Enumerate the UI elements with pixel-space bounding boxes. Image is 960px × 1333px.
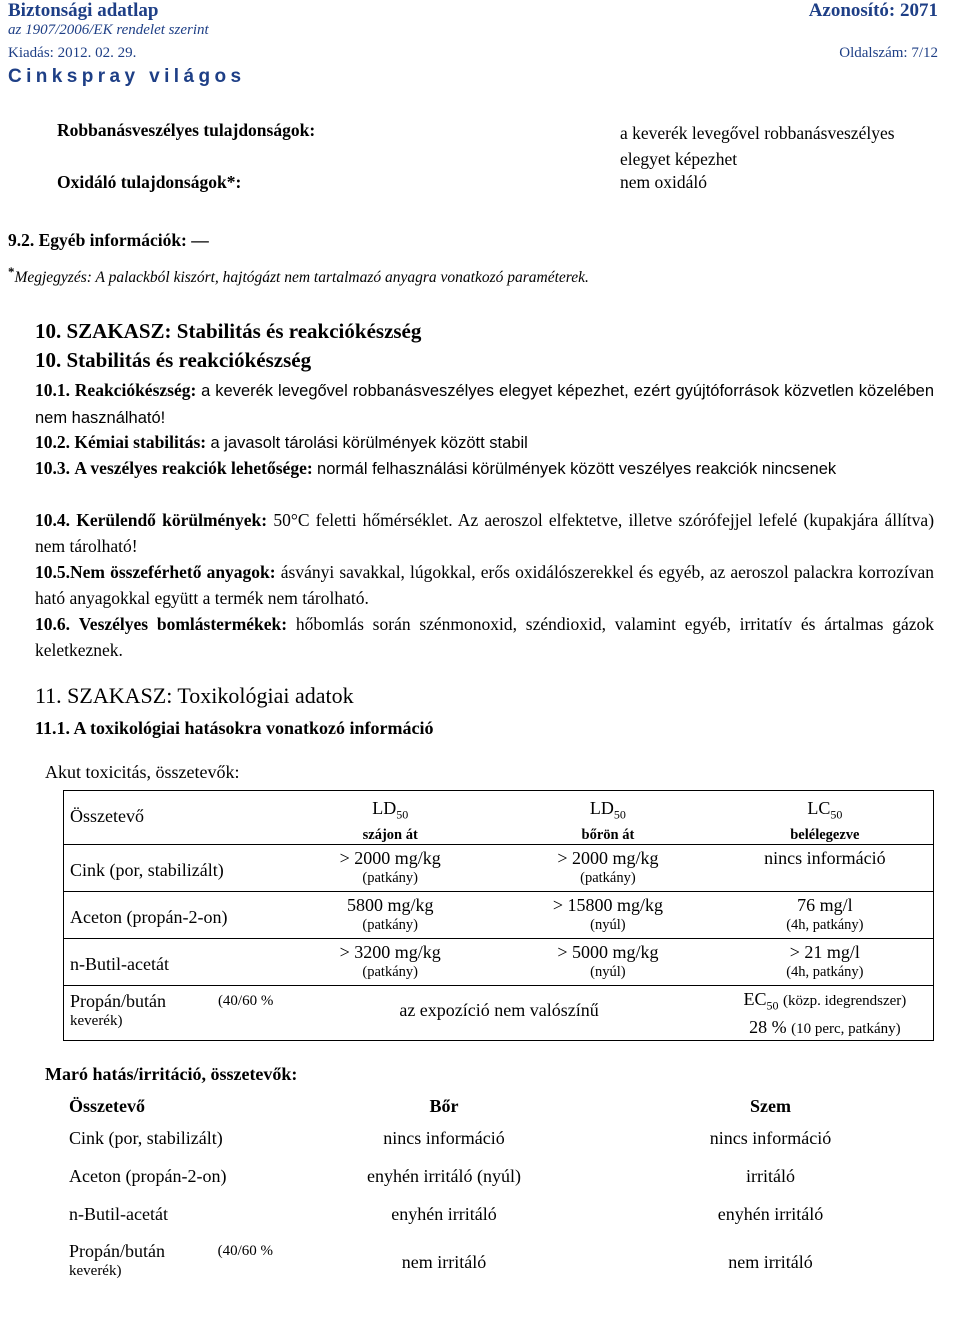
item-title: Reakciókészség: [74,380,197,400]
explosive-value-line-2: elegyet képezhet [620,149,738,169]
table-row: Cink (por, stabilizált) nincs információ nincs információ [63,1124,934,1162]
acute-table-caption: Akut toxicitás, összetevők: [45,762,240,782]
header-ld50-oral: $LD_{50}$ szájon át [281,791,499,845]
note-text: Megjegyzés: A palackból kiszórt, hajtógázt nem tartalmazó anyagra vonatkozó paraméterek. [14,269,589,287]
item-text: ásványi savakkal, lúgokkal, erős oxidálószerekkel és egyéb, az aeroszol palackra korrozívan ható anyagokkal együtt a termék nem tárolható. [35,562,934,608]
item-number: 10.4. [35,510,70,530]
issue-date: Kiadás: 2012. 02. 29. [8,45,137,61]
component-name: n-Butil-acetát [70,953,169,974]
item-10-5 [35,559,934,611]
item-10-6 [35,611,934,663]
table-header-row [64,791,934,845]
section-10-subheading: 10. Stabilitás és reakciókészség [35,348,312,372]
product-name: Cinkspray világos [8,66,246,87]
item-text: normál felhasználási körülmények között veszélyes reakciók nincsenek [317,460,837,478]
item-title: Kerülendő körülmények: [76,510,268,530]
item-10-2 [35,429,934,456]
item-number: 10.2. [35,432,70,452]
item-title: Kémiai stabilitás: [74,432,207,452]
header-row-3 [8,45,938,62]
item-10-1 [35,377,934,431]
component-name: Aceton (propán-2-on) [70,906,228,927]
item-10-3 [35,455,934,482]
component-name: n-Butil-acetát [69,1204,168,1224]
header-component: Összetevő [69,1096,145,1116]
oxidizing-label: Oxidáló tulajdonságok*: [57,172,242,192]
header-eye: Szem [750,1096,791,1116]
component-name: Aceton (propán-2-on) [69,1166,227,1186]
acute-toxicity-table [63,790,934,1041]
table-row: Propán/bután (40/60 % keverék) az expozíció nem valószínű $EC_{50}$ (közp. idegrendszer) 28 % (10 perc, patkány) [64,985,934,1041]
header-component: Összetevő [64,791,282,845]
item-10-4 [35,507,934,559]
header-ld50-dermal: $LD_{50}$ bőrön át [499,791,717,845]
table-row: n-Butil-acetát enyhén irritáló enyhén irritáló [63,1200,934,1238]
explosive-value-line-1: a keverék levegővel robbanásveszélyes [620,123,895,143]
header-row-1 [8,0,938,22]
irritation-table-caption: Maró hatás/irritáció, összetevők: [45,1064,298,1084]
component-name: Propán/bután [70,990,166,1011]
oxidizing-value: nem oxidáló [620,172,707,192]
header-lc50: $LC_{50}$ belélegezve [717,791,934,845]
table-row: Aceton (propán-2-on) 5800 mg/kg (patkány) > 15800 mg/kg (nyúl) 76 mg/l (4h, patkány) [64,891,934,938]
document-identifier: Azonosító: 2071 [808,0,938,21]
explosive-value [620,120,895,172]
item-number: 10.6. [35,614,70,634]
irritation-table [63,1092,934,1288]
header-skin: Bőr [429,1096,459,1116]
note-asterisk: * [8,264,15,279]
section-11-subheading: 11.1. A toxikológiai hatásokra vonatkozó információ [35,718,434,738]
document-title: Biztonsági adatlap [8,0,159,21]
component-name: Cink (por, stabilizált) [69,1128,223,1148]
table-row: n-Butil-acetát > 3200 mg/kg (patkány) > 5000 mg/kg (nyúl) > 21 mg/l (4h, patkány) [64,938,934,985]
item-title: Nem összeférhető anyagok: [70,562,276,582]
component-name: Propán/bután [69,1241,165,1261]
item-text: hőbomlás során szénmonoxid, széndioxid, valamint egyéb, irritatív és ártalmas gázok keletkeznek. [35,614,935,660]
explosive-label: Robbanásveszélyes tulajdonságok: [57,120,316,140]
item-text: a keverék levegővel robbanásveszélyes elegyet képezhet, ezért gyújtóforrások közvetlen közelében nem használható! [35,382,935,427]
section-11-heading: 11. SZAKASZ: Toxikológiai adatok [35,683,354,708]
section-10-heading: 10. SZAKASZ: Stabilitás és reakciókészség [35,319,422,343]
other-info-heading: 9.2. Egyéb információk: — [8,230,209,250]
item-text: 50°C feletti hőmérséklet. Az aeroszol elfektetve, illetve szórófejjel lefelé (kupakjára állítva) nem tárolható! [35,510,935,556]
item-title: Veszélyes bomlástermékek: [78,614,288,634]
item-number: 10.1. [35,380,70,400]
page-number: Oldalszám: 7/12 [839,45,938,61]
item-number: 10.3. [35,458,70,478]
item-title: A veszélyes reakciók lehetősége: [74,458,313,478]
merged-cell: az expozíció nem valószínű [281,985,716,1041]
table-row: Cink (por, stabilizált) > 2000 mg/kg (patkány) > 2000 mg/kg (patkány) nincs információ [64,844,934,891]
table-header-row [63,1092,934,1124]
table-row: Propán/bután (40/60 % keverék) nem irritáló nem irritáló [69,1241,813,1279]
item-number: 10.5. [35,562,70,582]
note [8,264,589,287]
item-text: a javasolt tárolási körülmények között stabil [210,434,528,452]
regulation-line: az 1907/2006/EK rendelet szerint [8,22,209,38]
component-name: Cink (por, stabilizált) [70,859,224,880]
table-row: Aceton (propán-2-on) enyhén irritáló (nyúl) irritáló [63,1162,934,1200]
